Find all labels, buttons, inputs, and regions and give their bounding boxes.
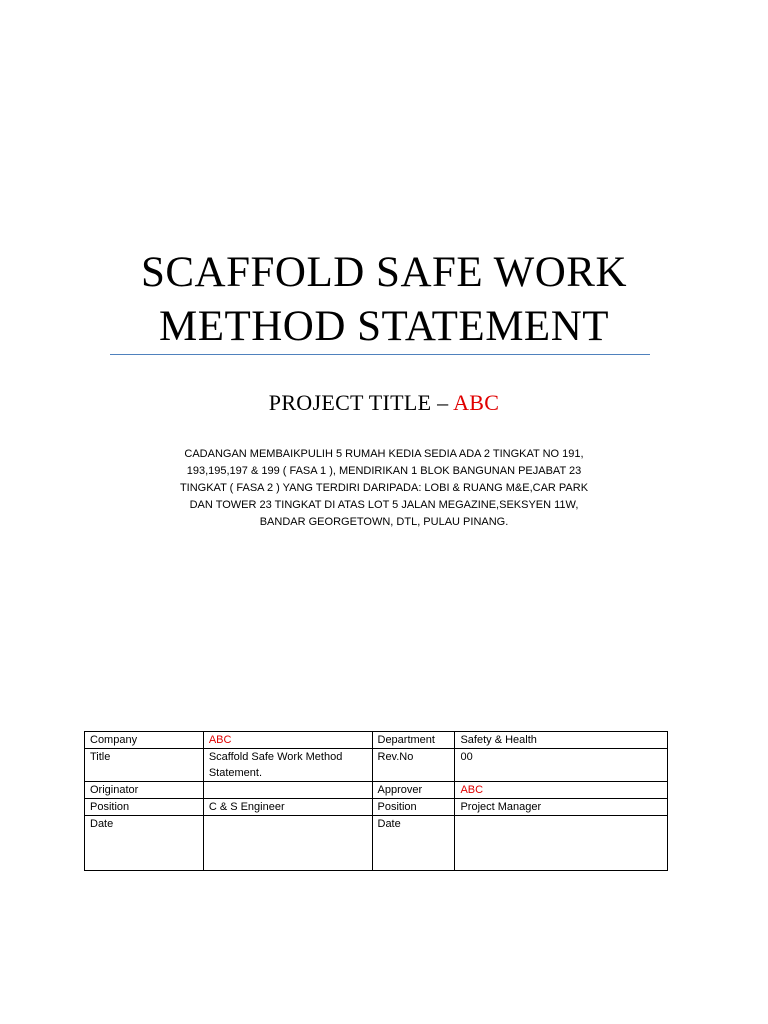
title-divider <box>110 354 650 355</box>
originator-date-value-cell <box>203 816 372 871</box>
document-title-line-1: SCAFFOLD SAFE WORK <box>140 249 628 296</box>
project-title-name: ABC <box>453 390 500 415</box>
description-line: DAN TOWER 23 TINGKAT DI ATAS LOT 5 JALAN MEGAZINE,SEKSYEN 11W, <box>189 499 579 511</box>
document-title-line-2: METHOD STATEMENT <box>158 303 610 350</box>
approver-date-value-cell <box>455 816 668 871</box>
table-label-cell: Company <box>85 732 204 749</box>
project-description <box>164 446 604 531</box>
table-label-cell: Rev.No <box>372 749 455 782</box>
table-label-cell: Department <box>372 732 455 749</box>
project-title <box>0 388 768 418</box>
document-info-table <box>84 731 668 871</box>
table-row <box>85 799 668 816</box>
table-label-cell: Position <box>85 799 204 816</box>
project-title-prefix: PROJECT TITLE – <box>268 390 454 415</box>
rev-no-value-cell: 00 <box>455 749 668 782</box>
table-label-cell: Originator <box>85 782 204 799</box>
table-label-cell: Date <box>372 816 455 871</box>
originator-position-value-cell: C & S Engineer <box>203 799 372 816</box>
originator-value-cell <box>203 782 372 799</box>
table-label-cell: Date <box>85 816 204 871</box>
description-line: 193,195,197 & 199 ( FASA 1 ), MENDIRIKAN 1 BLOK BANGUNAN PEJABAT 23 <box>186 465 582 477</box>
description-line: CADANGAN MEMBAIKPULIH 5 RUMAH KEDIA SEDIA ADA 2 TINGKAT NO 191, <box>184 448 584 460</box>
approver-value-cell: ABC <box>455 782 668 799</box>
table-label-cell: Approver <box>372 782 455 799</box>
table-row <box>85 732 668 749</box>
description-line: TINGKAT ( FASA 2 ) YANG TERDIRI DARIPADA: LOBI & RUANG M&E,CAR PARK <box>179 482 589 494</box>
table-row <box>85 749 668 782</box>
approver-position-value-cell: Project Manager <box>455 799 668 816</box>
table-label-cell: Position <box>372 799 455 816</box>
table-row <box>85 782 668 799</box>
title-value-cell: Scaffold Safe Work Method Statement. <box>203 749 372 782</box>
description-line: BANDAR GEORGETOWN, DTL, PULAU PINANG. <box>259 516 509 528</box>
department-value-cell: Safety & Health <box>455 732 668 749</box>
company-value-cell: ABC <box>203 732 372 749</box>
table-label-cell: Title <box>85 749 204 782</box>
document-title <box>0 246 768 354</box>
table-row <box>85 816 668 871</box>
